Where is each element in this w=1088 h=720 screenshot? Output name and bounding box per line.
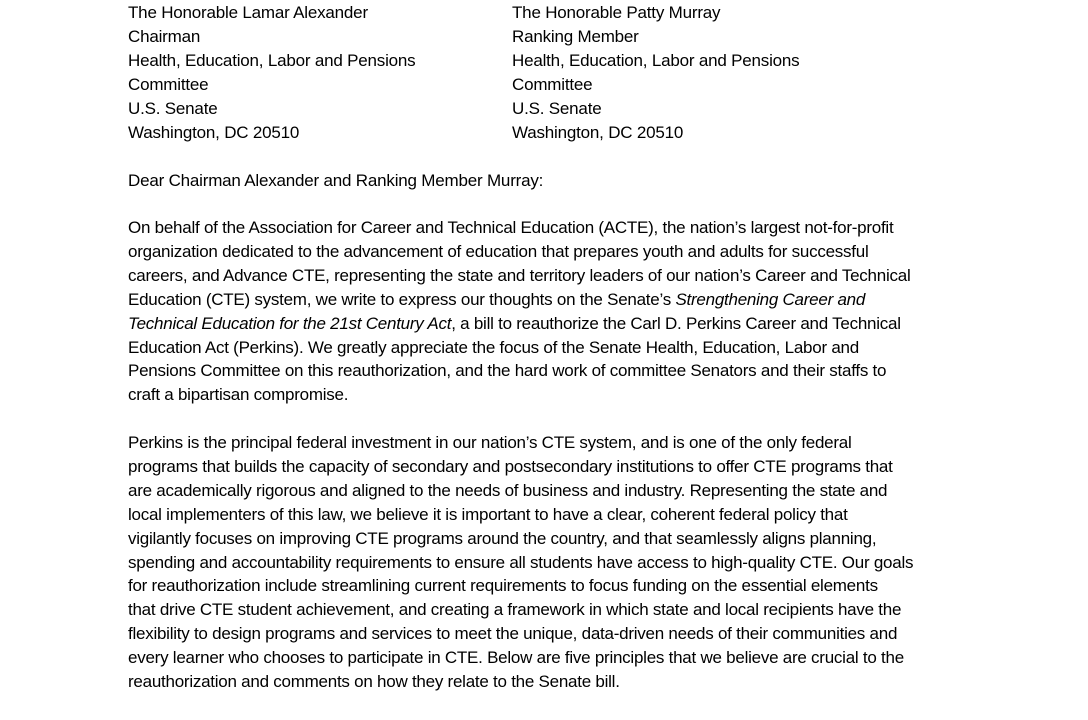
paragraph-text: Education (CTE) system, we write to express our thoughts on the Senate’s <box>128 289 676 309</box>
paragraph-line: careers, and Advance CTE, representing the state and territory leaders of our nation’s Career and Technical <box>128 265 911 285</box>
recipient-name: The Honorable Lamar Alexander <box>128 3 368 22</box>
paragraph-line: are academically rigorous and aligned to the needs of business and industry. Representing the state and <box>128 480 888 500</box>
recipient-body: U.S. Senate <box>128 99 218 118</box>
recipient-address-ranking-member <box>512 1 872 145</box>
bill-title-italic: Technical Education for the 21st Century Act <box>128 313 452 333</box>
recipient-address-chairman <box>128 1 488 145</box>
paragraph-line: that drive CTE student achievement, and creating a framework in which state and local recipients have the <box>128 600 902 620</box>
recipient-committee-cont: Committee <box>128 75 209 94</box>
paragraph-line: Education Act (Perkins). We greatly appreciate the focus of the Senate Health, Education, Labor and <box>128 337 859 357</box>
paragraph-line: craft a bipartisan compromise. <box>128 385 349 405</box>
recipient-title: Ranking Member <box>512 27 639 46</box>
paragraph-line <box>128 288 986 312</box>
paragraph-line: reauthorization and comments on how they relate to the Senate bill. <box>128 672 620 692</box>
paragraph-line: flexibility to design programs and services to meet the unique, data-driven needs of their communities and <box>128 624 898 644</box>
paragraph-line: organization dedicated to the advancement of education that prepares youth and adults for successful <box>128 241 869 261</box>
recipient-city: Washington, DC 20510 <box>512 123 684 142</box>
paragraph-text: , a bill to reauthorize the Carl D. Perkins Career and Technical <box>451 313 901 333</box>
recipient-name: The Honorable Patty Murray <box>512 3 721 22</box>
recipient-committee: Health, Education, Labor and Pensions <box>512 51 800 70</box>
paragraph-line <box>128 312 986 336</box>
recipient-title: Chairman <box>128 27 201 46</box>
bill-title-italic: Strengthening Career and <box>675 289 866 309</box>
paragraph-line: local implementers of this law, we believe it is important to have a clear, coherent federal policy that <box>128 504 848 524</box>
salutation: Dear Chairman Alexander and Ranking Member Murray: <box>128 171 544 190</box>
paragraph-line: Perkins is the principal federal investment in our nation’s CTE system, and is one of the only federal <box>128 433 852 452</box>
body-paragraph-perkins <box>128 431 986 694</box>
recipient-city: Washington, DC 20510 <box>128 123 300 142</box>
paragraph-line: spending and accountability requirements to ensure all students have access to high-quality CTE. Our goals <box>128 552 914 572</box>
recipient-body: U.S. Senate <box>512 99 602 118</box>
paragraph-line: Pensions Committee on this reauthorization, and the hard work of committee Senators and their staffs to <box>128 361 887 381</box>
paragraph-line: On behalf of the Association for Career and Technical Education (ACTE), the nation’s largest not-for-profit <box>128 218 894 237</box>
paragraph-line: programs that builds the capacity of secondary and postsecondary institutions to offer CTE programs that <box>128 456 893 476</box>
body-paragraph-intro <box>128 216 986 407</box>
recipient-committee-cont: Committee <box>512 75 593 94</box>
paragraph-line: vigilantly focuses on improving CTE programs around the country, and that seamlessly aligns planning, <box>128 528 877 548</box>
paragraph-line: every learner who chooses to participate in CTE. Below are five principles that we believe are crucial to the <box>128 648 904 668</box>
recipient-committee: Health, Education, Labor and Pensions <box>128 51 416 70</box>
paragraph-line: for reauthorization include streamlining current requirements to focus funding on the essential elements <box>128 576 878 596</box>
